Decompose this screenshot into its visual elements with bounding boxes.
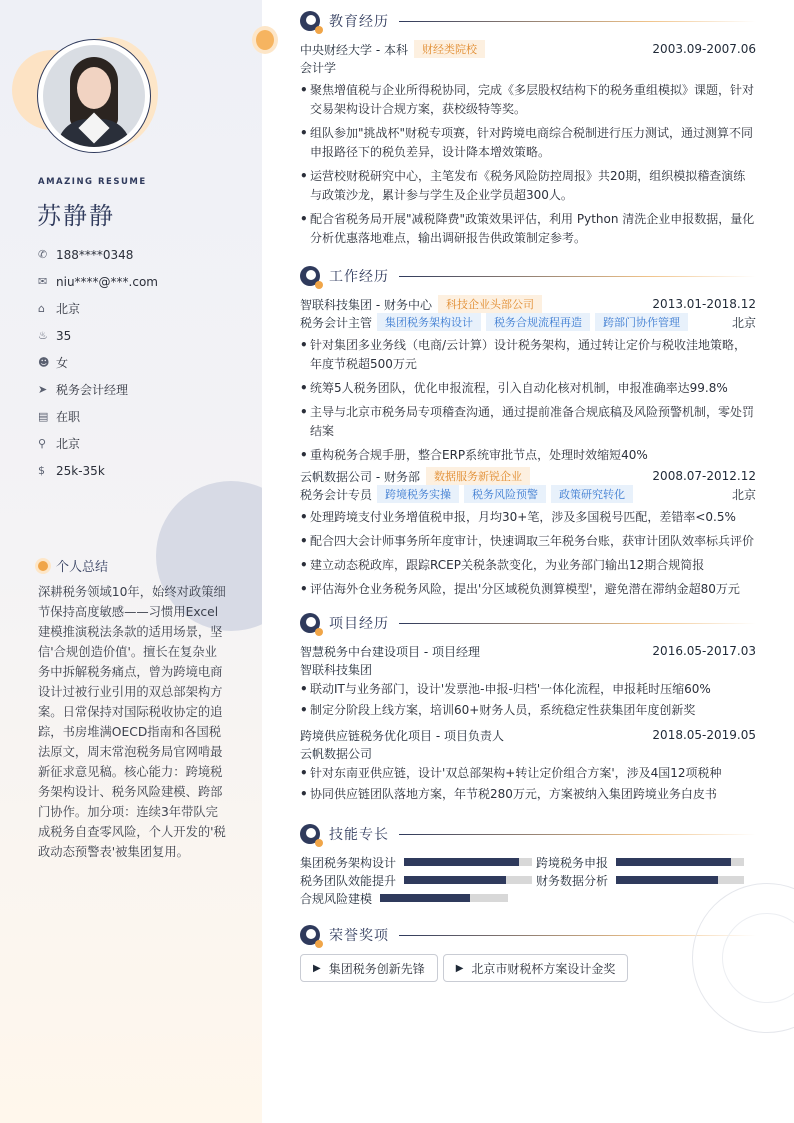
contact-text: 在职 bbox=[56, 410, 81, 424]
bullet-icon: • bbox=[300, 83, 308, 97]
award-badge bbox=[300, 954, 438, 982]
section-icon bbox=[300, 266, 320, 286]
bullet-item bbox=[300, 124, 756, 162]
contact-item bbox=[38, 241, 158, 268]
summary-title: 个人总结 bbox=[56, 560, 109, 575]
skill-level-fill bbox=[380, 894, 470, 902]
project-name: 智慧税务中台建设项目 - 项目经理 bbox=[300, 644, 480, 659]
play-icon: ▶ bbox=[313, 962, 321, 974]
bullet-dot-icon bbox=[38, 561, 48, 571]
skill-name: 税务团队效能提升 bbox=[300, 873, 397, 888]
job-role-row bbox=[300, 485, 756, 503]
section-header-skills bbox=[300, 824, 756, 844]
skill-tag: 政策研究转化 bbox=[551, 485, 633, 503]
section-title: 荣誉奖项 bbox=[329, 928, 389, 944]
bullet-item bbox=[300, 379, 756, 398]
project-bullets bbox=[300, 680, 756, 720]
bullet-item bbox=[300, 336, 756, 374]
job-header-row bbox=[300, 295, 756, 313]
bullet-text: 制定分阶段上线方案，培训60+财务人员，系统稳定性获集团年度创新奖 bbox=[310, 703, 696, 717]
bullet-text: 建立动态税政库，跟踪RCEP关税条款变化，为业务部门输出12期合规简报 bbox=[310, 558, 705, 572]
skill-tag: 税务风险预警 bbox=[464, 485, 546, 503]
education-entry bbox=[300, 40, 756, 248]
section-icon bbox=[300, 824, 320, 844]
contact-info-list bbox=[38, 241, 158, 484]
contact-text: 25k-35k bbox=[56, 463, 105, 478]
bullet-text: 主导与北京市税务局专项稽查沟通，通过提前准备合规底稿及风险预警机制，零处罚结案 bbox=[310, 405, 755, 438]
school-tag: 财经类院校 bbox=[414, 40, 485, 58]
bullet-item bbox=[300, 701, 756, 720]
bullet-item bbox=[300, 580, 756, 599]
contact-item bbox=[38, 295, 158, 322]
job-role: 税务会计专员 bbox=[300, 487, 373, 502]
contact-text: 188****0348 bbox=[56, 247, 134, 262]
bullet-text: 配合四大会计师事务所年度审计，快速调取三年税务台账，获审计团队效率标兵评价 bbox=[310, 534, 755, 548]
job-date: 2013.01-2018.12 bbox=[652, 297, 756, 311]
project-bullets bbox=[300, 764, 756, 804]
job-city: 北京 bbox=[731, 315, 756, 330]
job-role-group bbox=[300, 313, 688, 331]
skill-level-fill bbox=[616, 858, 731, 866]
bullet-icon: • bbox=[300, 682, 308, 696]
contact-item bbox=[38, 376, 158, 403]
section-icon bbox=[300, 613, 320, 633]
contact-text: 税务会计经理 bbox=[56, 383, 129, 397]
job-entry bbox=[300, 295, 756, 465]
section-header-work bbox=[300, 266, 756, 286]
resume-tagline: AMAZING RESUME bbox=[38, 177, 147, 187]
project-header-row bbox=[300, 726, 756, 744]
education-date: 2003.09-2007.06 bbox=[652, 42, 756, 56]
skill-tag: 税务合规流程再造 bbox=[486, 313, 590, 331]
skill-name: 财务数据分析 bbox=[536, 873, 609, 888]
bullet-text: 重构税务合规手册，整合ERP系统审批节点，处理时效缩短40% bbox=[310, 448, 648, 462]
profile-photo bbox=[43, 45, 145, 147]
skill-level-fill bbox=[404, 858, 519, 866]
education-bullets bbox=[300, 81, 756, 248]
section-title: 工作经历 bbox=[329, 269, 389, 285]
skill-item bbox=[536, 871, 744, 889]
bullet-icon: • bbox=[300, 405, 308, 419]
job-header-row bbox=[300, 467, 756, 485]
bullet-text: 运营校财税研究中心，主笔发布《税务风险防控周报》共20期，组织模拟稽查演练与政策沙龙，累计参与学生及企业学员超300人。 bbox=[310, 169, 746, 202]
skill-level-bar bbox=[404, 858, 532, 866]
skill-level-fill bbox=[404, 876, 506, 884]
project-header-row bbox=[300, 642, 756, 660]
bullet-item bbox=[300, 167, 756, 205]
summary-text: 深耕税务领域10年，始终对政策细节保持高度敏感——习惯用Excel建模推演税法条款的适用场景，坚信'合规创造价值'。擅长在复杂业务中拆解税务痛点，曾为跨境电商设计过被行业引用的双总部架构方案。日常保持对国际税收协定的追踪，书房堆满OECD指南和各国税法原文，周末常泡税务局官网啃最新征求意见稿。核心能力：跨境税务架构设计、税务风险建模、跨部门协作。加分项：连续3年带队完成税务自查零风险，个人开发的'税政动态预警表'被集团复用。 bbox=[38, 585, 226, 859]
play-icon: ▶ bbox=[455, 962, 464, 974]
contact-text: 35 bbox=[56, 328, 72, 343]
skill-name: 跨境税务申报 bbox=[536, 855, 609, 870]
bullet-text: 组队参加"挑战杯"财税专项赛，针对跨境电商综合税制进行压力测试，通过测算不同申报路径下的税负差异，设计降本增效策略。 bbox=[310, 126, 754, 159]
bullet-text: 针对集团多业务线（电商/云计算）设计税务架构，通过转让定价与税收洼地策略，年度节税超500万元 bbox=[310, 338, 747, 371]
bullet-icon: • bbox=[300, 338, 308, 352]
job-company-group bbox=[300, 467, 530, 485]
bullet-icon: • bbox=[300, 703, 308, 717]
major: 会计学 bbox=[300, 60, 337, 75]
send-icon: ➤ bbox=[38, 383, 48, 396]
section-title: 技能专长 bbox=[329, 827, 389, 843]
skill-tag: 跨境税务实操 bbox=[377, 485, 459, 503]
section-header-education bbox=[300, 11, 756, 31]
section-divider bbox=[399, 21, 756, 22]
section-title: 项目经历 bbox=[329, 616, 389, 632]
job-date: 2008.07-2012.12 bbox=[652, 469, 756, 483]
company-name: 智联科技集团 - 财务中心 bbox=[300, 297, 432, 312]
project-name: 跨境供应链税务优化项目 - 项目负责人 bbox=[300, 728, 504, 743]
bullet-icon: • bbox=[300, 534, 308, 548]
section-divider bbox=[399, 623, 756, 624]
skill-tag: 集团税务架构设计 bbox=[377, 313, 481, 331]
skill-level-bar bbox=[380, 894, 508, 902]
bullet-text: 处理跨境支付业务增值税申报，月均30+笔，涉及多国税号匹配，差错率<0.5% bbox=[310, 510, 736, 524]
bullet-item bbox=[300, 446, 756, 465]
company-tag: 科技企业头部公司 bbox=[438, 295, 542, 313]
person-icon: ☻ bbox=[38, 356, 50, 369]
project-org: 云帆数据公司 bbox=[300, 746, 373, 761]
contact-item bbox=[38, 457, 158, 484]
salary-icon: $ bbox=[38, 464, 45, 477]
bullet-text: 协同供应链团队落地方案，年节税280万元，方案被纳入集团跨境业务白皮书 bbox=[310, 787, 717, 801]
award-name: 北京市财税杯方案设计金奖 bbox=[471, 961, 616, 976]
skill-name: 集团税务架构设计 bbox=[300, 855, 397, 870]
location-icon: ⚲ bbox=[38, 437, 47, 450]
project-date: 2018.05-2019.05 bbox=[652, 728, 756, 742]
bullet-icon: • bbox=[300, 169, 308, 183]
bullet-icon: • bbox=[300, 787, 308, 801]
contact-item bbox=[38, 268, 158, 295]
job-city: 北京 bbox=[731, 487, 756, 502]
job-role: 税务会计主管 bbox=[300, 315, 373, 330]
bullet-item bbox=[300, 81, 756, 119]
skill-item bbox=[300, 871, 532, 889]
skill-item bbox=[300, 889, 508, 907]
project-org-row bbox=[300, 744, 756, 762]
bullet-text: 聚焦增值税与企业所得税协同，完成《多层股权结构下的税务重组模拟》课题，针对交易架构设计合规方案，获校级特等奖。 bbox=[310, 83, 755, 116]
skill-level-bar bbox=[404, 876, 532, 884]
bullet-text: 联动IT与业务部门，设计'发票池-申报-归档'一体化流程，申报耗时压缩60% bbox=[310, 682, 711, 696]
job-bullets bbox=[300, 336, 756, 465]
section-icon bbox=[300, 925, 320, 945]
section-header-projects bbox=[300, 613, 756, 633]
project-date: 2016.05-2017.03 bbox=[652, 644, 756, 658]
phone-icon: ✆ bbox=[38, 248, 48, 261]
school-name: 中央财经大学 - 本科 bbox=[300, 42, 408, 57]
bullet-text: 针对东南亚供应链，设计'双总部架构+转让定价组合方案'，涉及4国12项税种 bbox=[310, 766, 722, 780]
bullet-icon: • bbox=[300, 381, 308, 395]
contact-text: 北京 bbox=[56, 437, 81, 451]
award-badge bbox=[443, 954, 629, 982]
bullet-icon: • bbox=[300, 582, 308, 596]
company-tag: 数据服务新锐企业 bbox=[426, 467, 530, 485]
awards-list bbox=[300, 954, 633, 982]
bullet-item bbox=[300, 508, 756, 527]
cake-icon: ♨ bbox=[38, 329, 48, 342]
company-name: 云帆数据公司 - 财务部 bbox=[300, 469, 420, 484]
contact-item bbox=[38, 403, 158, 430]
section-title: 教育经历 bbox=[329, 14, 389, 30]
bullet-item bbox=[300, 532, 756, 551]
section-divider bbox=[399, 834, 756, 835]
contact-item bbox=[38, 430, 158, 457]
skill-name: 合规风险建模 bbox=[300, 891, 373, 906]
bullet-icon: • bbox=[300, 126, 308, 140]
section-divider bbox=[399, 276, 756, 277]
section-header-awards bbox=[300, 925, 756, 945]
job-role-group bbox=[300, 485, 633, 503]
skills-list bbox=[300, 853, 756, 909]
job-role-row bbox=[300, 313, 756, 331]
bullet-item bbox=[300, 764, 756, 783]
mail-icon: ✉ bbox=[38, 275, 48, 288]
job-entry bbox=[300, 467, 756, 599]
avatar bbox=[37, 39, 151, 153]
project-entry bbox=[300, 726, 756, 804]
skill-item bbox=[536, 853, 744, 871]
bullet-icon: • bbox=[300, 448, 308, 462]
candidate-name: 苏静静 bbox=[37, 202, 115, 230]
bullet-text: 配合省税务局开展"减税降费"政策效果评估，利用 Python 清洗企业申报数据，量化分析优惠落地难点，输出调研报告供政策制定参考。 bbox=[310, 212, 755, 245]
summary-heading bbox=[38, 556, 108, 575]
home-icon: ⌂ bbox=[38, 302, 45, 315]
contact-item bbox=[38, 322, 158, 349]
skill-item bbox=[300, 853, 532, 871]
award-name: 集团税务创新先锋 bbox=[328, 961, 425, 976]
bullet-item bbox=[300, 403, 756, 441]
bullet-icon: • bbox=[300, 766, 308, 780]
briefcase-icon: ▤ bbox=[38, 410, 49, 423]
skill-level-bar bbox=[616, 858, 744, 866]
project-org: 智联科技集团 bbox=[300, 662, 373, 677]
bullet-text: 统筹5人税务团队，优化申报流程，引入自动化核对机制，申报准确率达99.8% bbox=[310, 381, 728, 395]
bullet-text: 评估海外仓业务税务风险，提出'分区域税负测算模型'，避免潜在滞纳金超80万元 bbox=[310, 582, 740, 596]
skill-level-fill bbox=[616, 876, 718, 884]
skill-tag: 跨部门协作管理 bbox=[595, 313, 688, 331]
decorative-dot bbox=[256, 30, 274, 50]
skill-level-bar bbox=[616, 876, 744, 884]
section-icon bbox=[300, 11, 320, 31]
bullet-item bbox=[300, 210, 756, 248]
sidebar bbox=[0, 0, 262, 1123]
bullet-item bbox=[300, 556, 756, 575]
bullet-icon: • bbox=[300, 510, 308, 524]
bullet-item bbox=[300, 785, 756, 804]
contact-text: niu****@***.com bbox=[56, 274, 158, 289]
contact-text: 女 bbox=[56, 356, 69, 370]
project-org-row bbox=[300, 660, 756, 678]
contact-text: 北京 bbox=[56, 302, 81, 316]
contact-item bbox=[38, 349, 158, 376]
bullet-item bbox=[300, 680, 756, 699]
job-bullets bbox=[300, 508, 756, 599]
bullet-icon: • bbox=[300, 558, 308, 572]
project-entry bbox=[300, 642, 756, 720]
bullet-icon: • bbox=[300, 212, 308, 226]
job-company-group bbox=[300, 295, 542, 313]
